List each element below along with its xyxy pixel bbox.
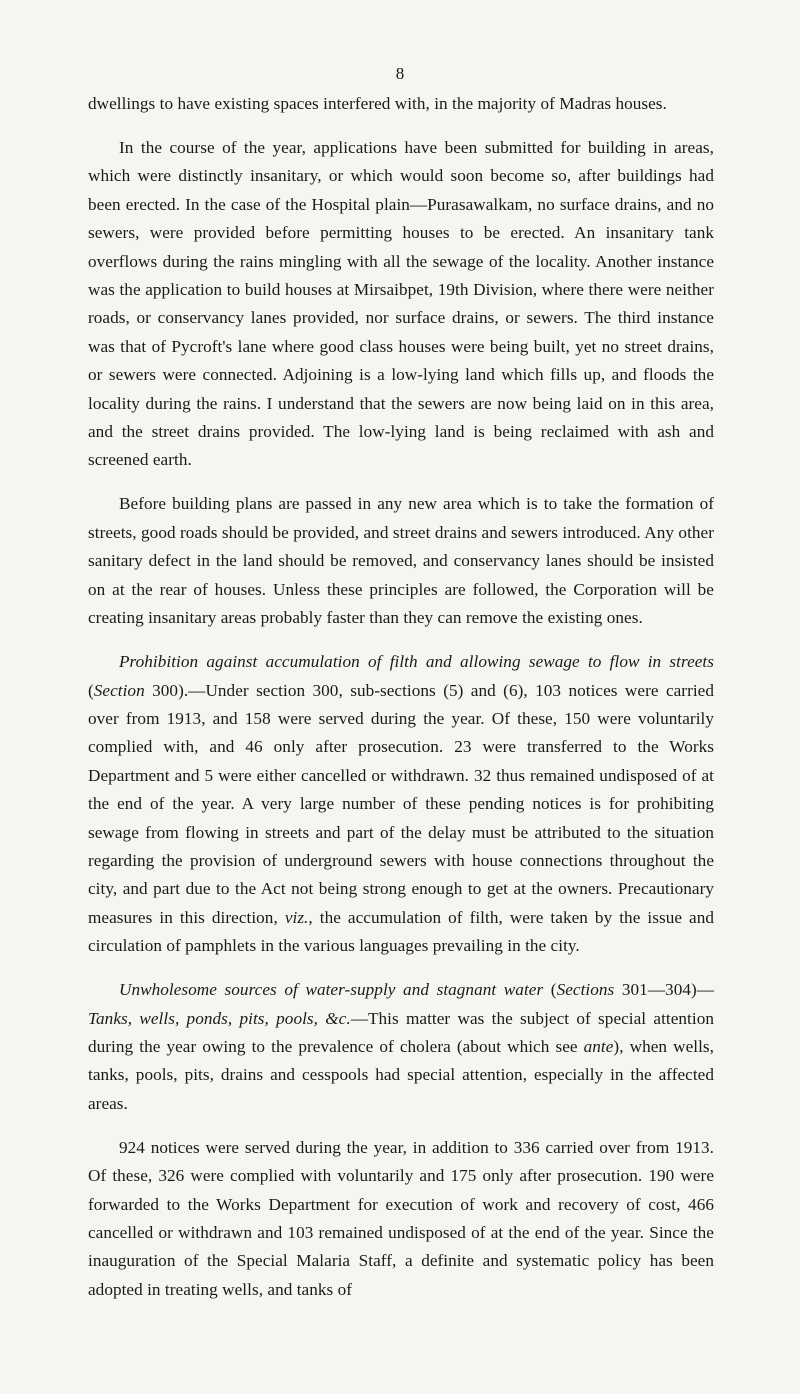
heading-sections-number: 301—304)—: [614, 980, 714, 1000]
paragraph-4-body-end: , the accumulation of filth, were taken by the issue and circulation of pamphlets in the various languages prevailing in the city.: [88, 907, 714, 956]
paragraph-5-body: This matter was the subject of special attention during the year owing to the prevalence of cholera (about which see: [88, 1008, 714, 1056]
heading-paren-open: (: [543, 980, 557, 1000]
heading-dash: —: [350, 1008, 368, 1028]
paragraph-5-body-end: ), when wells, tanks, pools, pits, drains and cesspools had special attention, especially in the affected areas.: [88, 1036, 714, 1113]
paragraph-3: Before building plans are passed in any new area which is to take the formation of streets, good roads should be provided, and street drains and sewers introduced. Any other sanitary defect in the land should be removed, and conservancy lanes should be insisted on at the rear of houses. Unless these principles are followed, the Corporation will be creating insanitary areas probably faster than they can remove the existing ones.: [88, 494, 714, 628]
section-heading-water-supply: Unwholesome sources of water-supply and stagnant water: [119, 980, 544, 1000]
paragraph-2: In the course of the year, applications have been submitted for building in areas, which were distinctly insanitary, or which would soon become so, after buildings had been erected. In the case of the Hospital plain—Purasawalkam, no surface drains, and no sewers, were provided before permitting houses to be erected. An insanitary tank overflows during the rains mingling with all the sewage of the locality. Another instance was the application to build houses at Mirsaibpet, 19th Division, where there were neither roads, or conservancy lanes provided, nor surface drains, or sewers. The third instance was that of Pycroft's lane where good class houses were being built, yet no street drains, or sewers were connected. Adjoining is a low-lying land which fills up, and floods the locality during the rains. I understand that the sewers are now being laid on in this area, and the street drains provided. The low-lying land is being reclaimed with ash and screened earth.: [88, 138, 714, 470]
ante-reference: ante: [583, 1036, 614, 1056]
paragraph-4-body: Under section 300, sub-sections (5) and (6), 103 notices were carried over from 1913, and 158 were served during the year. Of these, 150 were voluntarily complied with, and 46 only after prosecution. 23 were transferred to the Works Department and 5 were either cancelled or withdrawn. 32 thus remained undisposed of at the end of the year. A very large number of these pending notices is for prohibiting sewage from flowing in streets and part of the delay must be attributed to the situation regarding the provision of underground sewers with house connections throughout the city, and part due to the Act not being strong enough to get at the owners. Precautionary measures in this direction,: [88, 680, 714, 927]
heading-section-word: Section: [93, 680, 145, 700]
viz-abbreviation: viz.: [284, 907, 309, 927]
subheading-tanks-wells: Tanks, wells, ponds, pits, pools, &c.: [88, 1008, 351, 1028]
heading-sections-word: Sections: [556, 980, 615, 1000]
paragraph-6: 924 notices were served during the year, in addition to 336 carried over from 1913. Of these, 326 were complied with voluntarily and 175 only after prosecution. 190 were forwarded to the Works Department for execution of work and recovery of cost, 466 cancelled or withdrawn and 103 remained undisposed of at the end of the year. Since the inauguration of the Special Malaria Staff, a definite and systematic policy has been adopted in treating wells, and tanks of: [88, 1137, 714, 1299]
paragraph-1: dwellings to have existing spaces interfered with, in the majority of Madras houses.: [88, 94, 667, 113]
paragraph-4: [88, 648, 714, 960]
section-heading-prohibition: Prohibition against accumulation of filth and allowing sewage to flow in streets: [119, 652, 714, 672]
paragraph-5: [88, 976, 714, 1118]
page-number: 8: [395, 64, 405, 83]
heading-section-number: 300).—: [144, 680, 206, 700]
body-text: [88, 90, 714, 1320]
heading-paren-open: (: [88, 680, 94, 700]
